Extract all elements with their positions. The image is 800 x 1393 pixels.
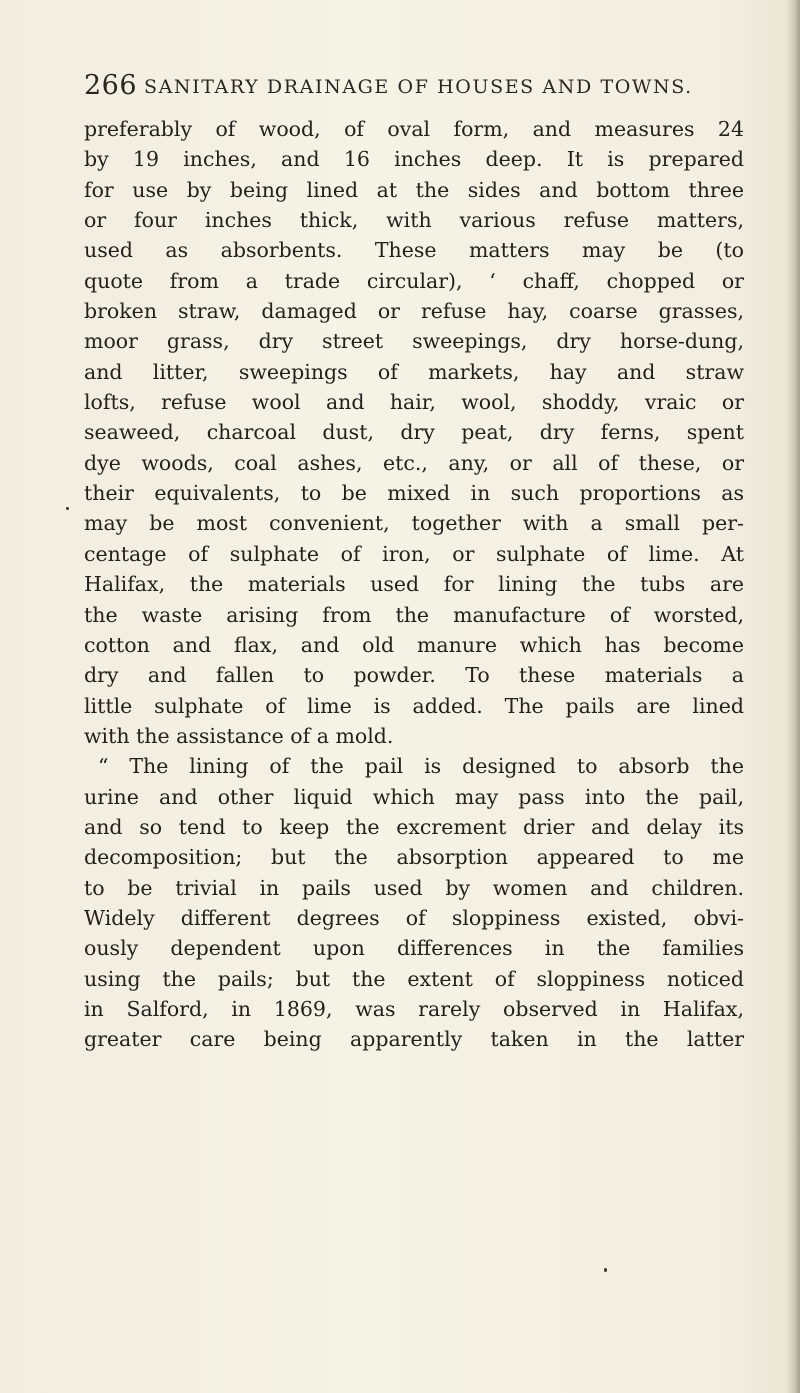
print-speck: [604, 1268, 607, 1272]
text-line: to be trivial in pails used by women and children.: [84, 875, 744, 900]
text-line: moor grass, dry street sweepings, dry horse-dung,: [84, 329, 744, 354]
text-line: cotton and flax, and old manure which has become: [84, 632, 744, 657]
text-line: used as absorbents. These matters may be (to: [84, 238, 744, 263]
text-line: for use by being lined at the sides and bottom three: [84, 177, 744, 202]
text-line: seaweed, charcoal dust, dry peat, dry ferns, spent: [84, 420, 744, 445]
text-line: using the pails; but the extent of sloppiness noticed: [84, 966, 744, 991]
page-header: [84, 70, 724, 114]
page-edge-shadow: [786, 0, 800, 1393]
text-line: preferably of wood, of oval form, and measures 24: [84, 117, 744, 141]
running-head: SANITARY DRAINAGE OF HOUSES AND TOWNS.: [144, 76, 693, 98]
text-line: Widely different degrees of sloppiness existed, obvi-: [84, 905, 744, 930]
text-line: Halifax, the materials used for lining the tubs are: [84, 572, 744, 597]
text-line: broken straw, damaged or refuse hay, coarse grasses,: [84, 299, 744, 324]
page-number: 266: [84, 70, 138, 101]
print-speck: [66, 507, 69, 510]
text-line: decomposition; but the absorption appeared to me: [84, 845, 744, 870]
text-line: their equivalents, to be mixed in such proportions as: [84, 481, 744, 506]
text-line: may be most convenient, together with a small per-: [84, 511, 744, 536]
text-line: greater care being apparently taken in the latter: [84, 1027, 744, 1052]
text-line: with the assistance of a mold.: [84, 723, 394, 748]
text-line: quote from a trade circular), ‘ chaff, chopped or: [84, 268, 744, 293]
text-line: “ The lining of the pail is designed to absorb the: [98, 754, 744, 779]
text-line: little sulphate of lime is added. The pails are lined: [84, 693, 744, 718]
text-line: by 19 inches, and 16 inches deep. It is prepared: [84, 147, 744, 172]
text-line: the waste arising from the manufacture of worsted,: [84, 602, 744, 627]
text-line: in Salford, in 1869, was rarely observed in Halifax,: [84, 996, 744, 1021]
text-line: ously dependent upon differences in the families: [84, 936, 744, 961]
text-line: and so tend to keep the excrement drier and delay its: [84, 814, 744, 839]
text-line: or four inches thick, with various refuse matters,: [84, 208, 744, 233]
text-line: urine and other liquid which may pass into the pail,: [84, 784, 744, 809]
text-line: lofts, refuse wool and hair, wool, shoddy, vraic or: [84, 390, 744, 415]
text-line: and litter, sweepings of markets, hay and straw: [84, 359, 744, 384]
text-line: dry and fallen to powder. To these materials a: [84, 663, 744, 688]
text-line: dye woods, coal ashes, etc., any, or all of these, or: [84, 450, 744, 475]
text-line: centage of sulphate of iron, or sulphate of lime. At: [84, 541, 744, 566]
body-text: [84, 114, 744, 1055]
